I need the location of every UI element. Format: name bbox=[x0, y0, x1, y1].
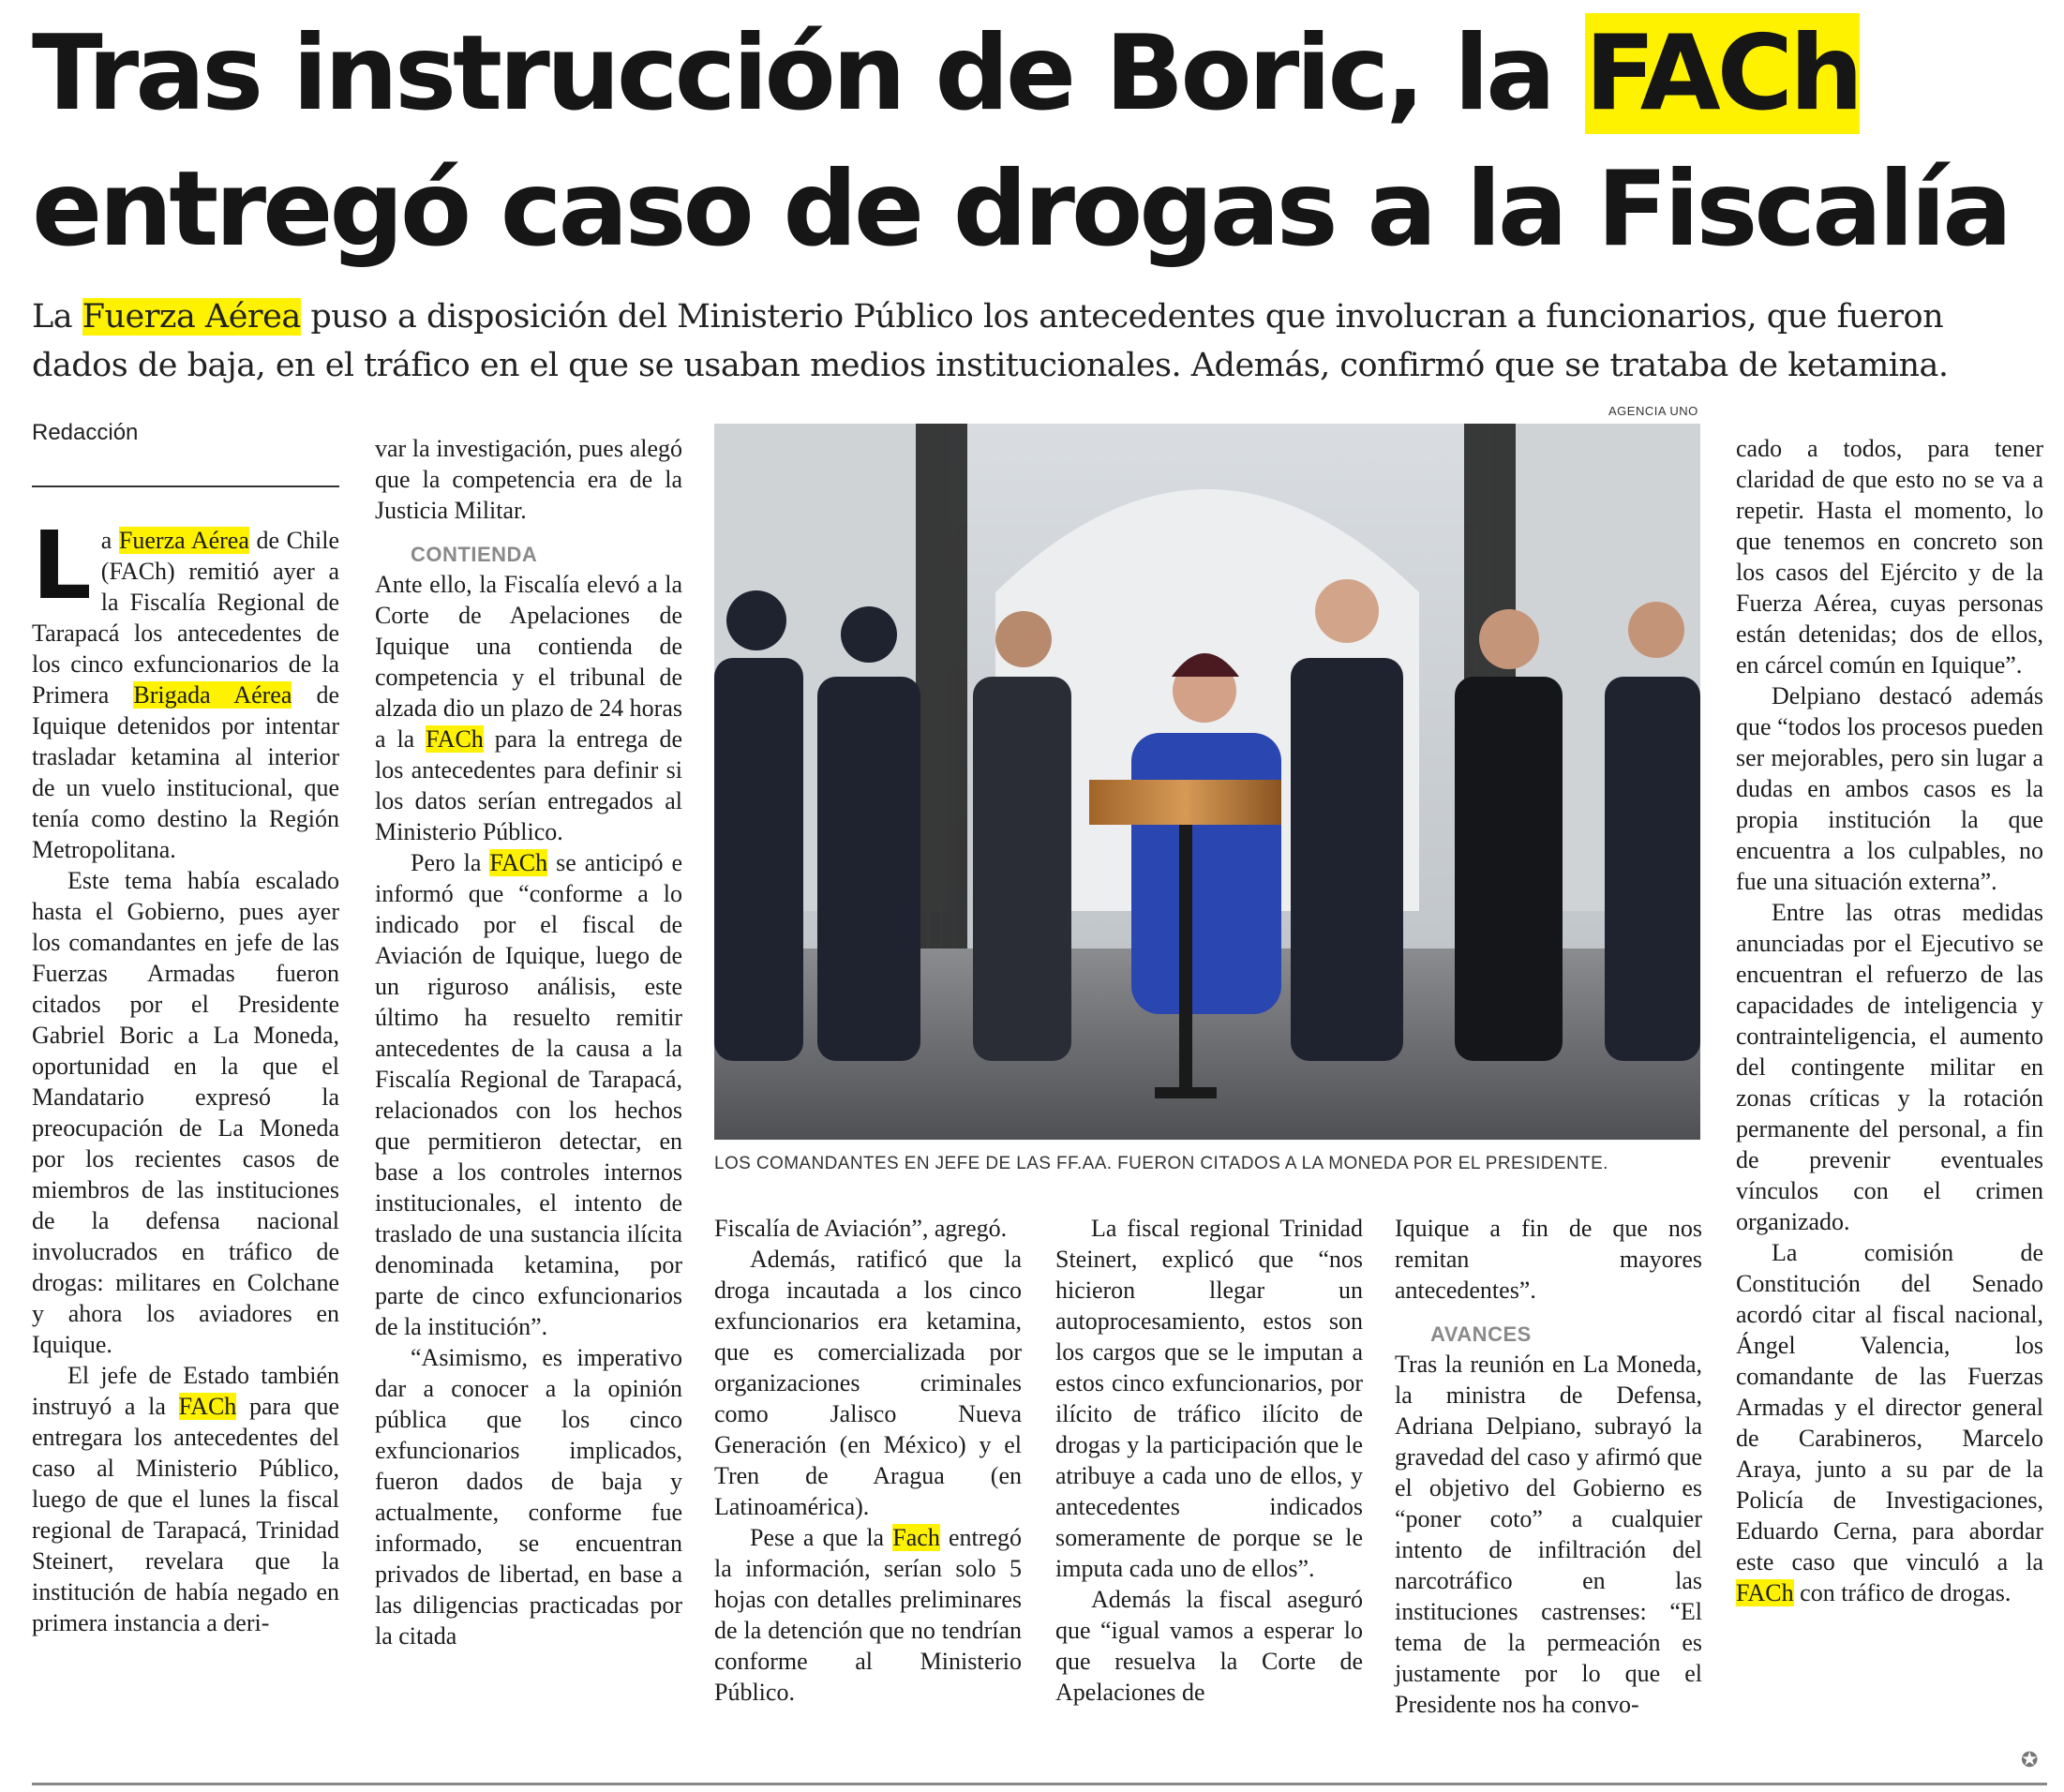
article-column-6 bbox=[1736, 433, 2043, 1608]
byline-divider bbox=[32, 485, 339, 487]
paragraph: Entre las otras medidas anunciadas por el Ejecutivo se encuentran el refuerzo de las capacidades de inteligencia y contrainteligencia, el aumento del contingente militar en zonas críticas y la rotación permanente del personal, a fin de prevenir eventuales vínculos con el crimen organizado. bbox=[1736, 899, 2043, 1235]
paragraph: Iquique a fin de que nos remitan mayores antecedentes”. bbox=[1395, 1215, 1702, 1304]
paragraph: Ante ello, la Fiscalía elevó a la Corte de Apelaciones de Iquique una contienda de competencia y el tribunal de alzada dio un plazo de 24 horas a la FACh para la entrega de los antecedentes para definir si los datos serían entregados al Ministerio Público. bbox=[375, 571, 682, 845]
photo-caption: LOS COMANDANTES EN JEFE DE LAS FF.AA. FUERON CITADOS A LA MONEDA POR EL PRESIDENTE. bbox=[714, 1154, 1608, 1173]
byline: Redacción bbox=[32, 420, 139, 445]
article-column-1 bbox=[32, 511, 340, 1638]
paragraph: “Asimismo, es imperativo dar a conocer a la opinión pública que los cinco exfuncionarios implicados, fueron dados de baja y actualmente, conforme fue informado, se encuentran privados de libertad, en base a las diligencias practicadas por la citada bbox=[375, 1344, 682, 1650]
article-column-3 bbox=[714, 1213, 1022, 1708]
article-column-5 bbox=[1395, 1213, 1702, 1720]
paragraph: Este tema había escalado hasta el Gobierno, pues ayer los comandantes en jefe de las Fuerzas Armadas fueron citados por el Presidente Gabriel Boric a La Moneda, oportunidad en la que el Mandatario expresó la preocupación de La Moneda por los recientes casos de miembros de las instituciones de la defensa nacional involucrados en tráfico de drogas: militares en Colchane y ahora los aviadores en Iquique. bbox=[32, 867, 339, 1358]
paragraph: Pese a que la Fach entregó la información, serían solo 5 hojas con detalles preliminares de la detención que no tendrían conforme al Ministerio Público. bbox=[714, 1524, 1022, 1706]
paragraph: cado a todos, para tener claridad de que esto no se va a repetir. Hasta el momento, lo que tenemos en concreto son los casos del Ejército y de la Fuerza Aérea, cuyas personas están detenidas; dos de ellos, en cárcel común en Iquique”. bbox=[1736, 435, 2043, 679]
subheading: CONTIENDA bbox=[411, 543, 538, 566]
press-photo bbox=[714, 424, 1700, 1140]
deck-subtitle: La Fuerza Aérea puso a disposición del Ministerio Público los antecedentes que involucran a funcionarios, que fueron dados de baja, en el tráfico en el que se usaban medios institucionales. Además, confirmó que se trataba de ketamina. bbox=[32, 298, 1949, 384]
page-bottom-rule bbox=[32, 1783, 2047, 1785]
paragraph: Además, ratificó que la droga incautada a los cinco exfuncionarios era ketamina, que es comercializada por organizaciones criminales como Jalisco Nueva Generación (en México) y el Tren de Aragua (en Latinoamérica). bbox=[714, 1246, 1022, 1520]
end-of-article-icon: ✪ bbox=[2021, 1749, 2039, 1772]
subheading: AVANCES bbox=[1430, 1322, 1532, 1346]
paragraph: La Fuerza Aérea de Chile (FACh) remitió ayer a la Fiscalía Regional de Tarapacá los antecedentes de los cinco exfuncionarios de la Primera Brigada Aérea de Iquique detenidos por intentar trasladar ketamina al interior de un vuelo institucional, que tenía como destino la Región Metropolitana. bbox=[32, 511, 340, 863]
paragraph: Tras la reunión en La Moneda, la ministra de Defensa, Adriana Delpiano, subrayó la gravedad del caso y afirmó que el objetivo del Gobierno es “poner coto” a cualquier intento de infiltración del narcotráfico en las instituciones castrenses: “El tema de la permeación es justamente por lo que el Presidente nos ha convo- bbox=[1395, 1351, 1702, 1718]
photo-credit: AGENCIA UNO bbox=[1608, 404, 1698, 418]
drop-cap: L bbox=[32, 511, 92, 620]
deck-highlight: Fuerza Aérea bbox=[82, 298, 301, 336]
article-column-4 bbox=[1055, 1213, 1363, 1708]
paragraph: La fiscal regional Trinidad Steinert, explicó que “nos hicieron llegar un autoprocesamiento, estos son los cargos que se le imputan a estos cinco exfuncionarios, por ilícito de tráfico ilícito de drogas y la participación que le atribuye a cada uno de ellos, y antecedentes indicados someramente de porque se le imputa cada uno de ellos”. bbox=[1055, 1215, 1363, 1582]
article-column-2 bbox=[375, 433, 682, 1651]
paragraph: Delpiano destacó además que “todos los procesos pueden ser mejorables, pero sin lugar a dudas en ambos casos es la propia institución la que encuentra a los culpables, no fue una situación externa”. bbox=[1736, 682, 2043, 895]
headline: Tras instrucción de Boric, la FACh entregó caso de drogas a la Fiscalía bbox=[32, 13, 2010, 270]
paragraph: Pero la FACh se anticipó e informó que “conforme a lo indicado por el fiscal de Aviación de Iquique, luego de un riguroso análisis, este último ha resuelto remitir antecedentes de la causa a la Fiscalía Regional de Tarapacá, relacionados con los hechos que permitieron detectar, en base a los controles internos institucionales, el intento de traslado de una sustancia ilícita denominada ketamina, por parte de cinco exfuncionarios de la institución”. bbox=[375, 849, 683, 1340]
paragraph: La comisión de Constitución del Senado acordó citar al fiscal nacional, Ángel Valencia, los comandante de las Fuerzas Armadas y el director general de Carabineros, Marcelo Araya, junto a su par de la Policía de Investigaciones, Eduardo Cerna, para abordar este caso que vinculó a la FACh con tráfico de drogas. bbox=[1736, 1239, 2043, 1606]
paragraph: El jefe de Estado también instruyó a la FACh para que entregara los antecedentes del caso al Ministerio Público, luego de que el lunes la fiscal regional de Tarapacá, Trinidad Steinert, revelara que la institución de había negado en primera instancia a deri- bbox=[32, 1362, 340, 1636]
paragraph: var la investigación, pues alegó que la competencia era de la Justicia Militar. bbox=[375, 435, 682, 524]
paragraph: Fiscalía de Aviación”, agregó. bbox=[714, 1215, 1008, 1242]
headline-highlight: FACh bbox=[1584, 13, 1861, 134]
paragraph: Además la fiscal aseguró que “igual vamos a esperar lo que resuelva la Corte de Apelaciones de bbox=[1055, 1586, 1363, 1706]
